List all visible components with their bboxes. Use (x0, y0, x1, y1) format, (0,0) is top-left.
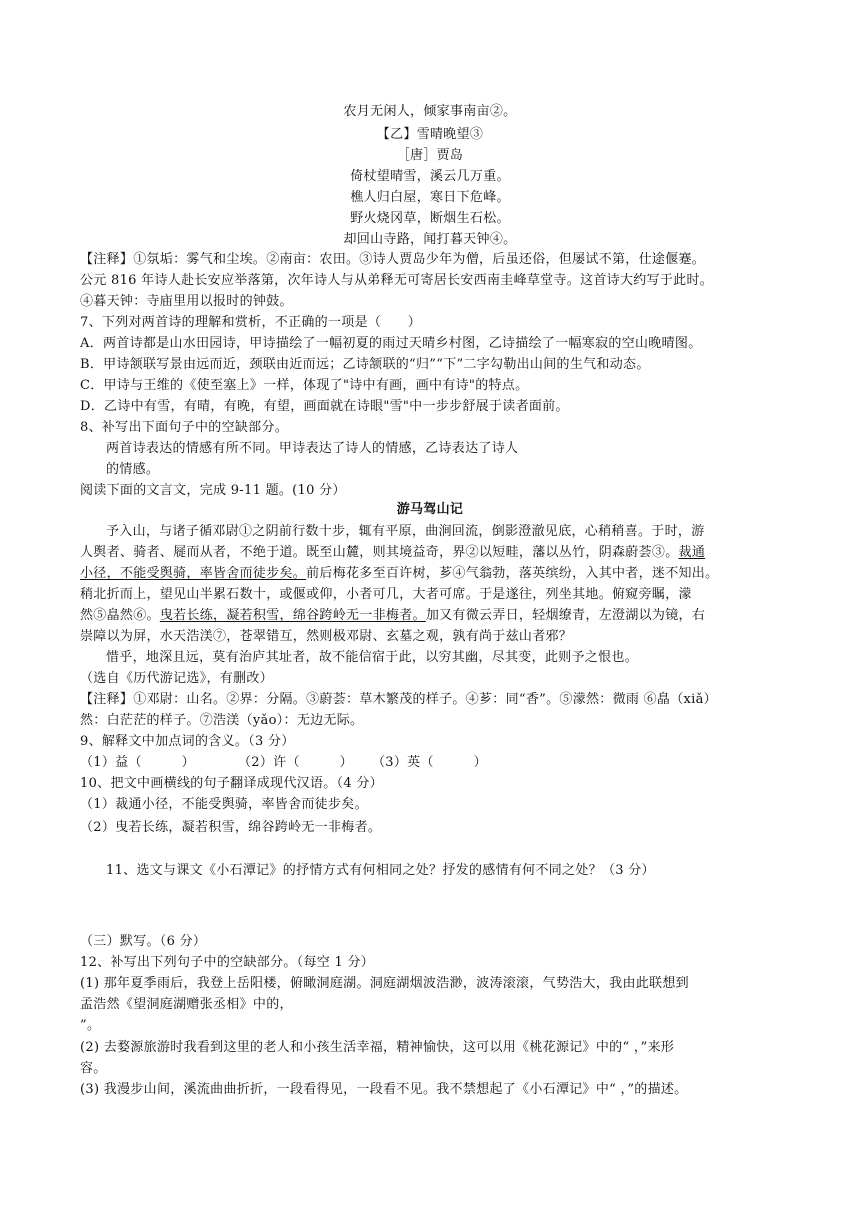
q12-item-1-cont: 孟浩然《望洞庭湖赠张丞相》中的， (80, 997, 293, 1012)
passage-intro: 阅读下面的文言文，完成 9-11 题。(10 分） (80, 483, 346, 498)
q12-stem: 12、补写出下列句子中的空缺部分。（每空 1 分） (80, 955, 375, 970)
poem-notes-line: 公元 816 年诗人赴长安应举落第，次年诗人与从弟释无可寄居长安西南圭峰草堂寺。这首诗大约写于此时。 (80, 273, 714, 288)
q11-stem: 11、选文与课文《小石潭记》的抒情方式有何相同之处？抒发的感情有何不同之处？（3 分） (106, 863, 655, 878)
q10-sentence-1: （1）裁通小径，不能受舆骑，率皆舍而徒步矣。 (80, 797, 368, 812)
q12-item-2: (2) 去婺源旅游时我看到这里的老人和小孩生活幸福，精神愉快，这可以用《桃花源记》中的“ ，”来形 (80, 1040, 675, 1055)
passage-source: （选自《历代游记选》，有删改） (80, 671, 274, 686)
passage-notes-line: 【注释】①邓尉：山名。②界：分隔。③蔚荟：草木繁茂的样子。④芗：同“香”。⑤濛然：微雨 ⑥皛（xiǎ） (80, 692, 717, 707)
q12-item-2-cont: 容。 (80, 1061, 107, 1076)
passage-text: 人舆者、骑者、屣而从者，不绝于道。既至山麓，则其境益奇，界②以短畦，藩以丛竹，阴森蔚荟③。 (80, 545, 679, 560)
poem-b-line: 却回山寺路，闻打暮天钟④。 (343, 232, 517, 247)
q7-option-a: A．两首诗都是山水田园诗，甲诗描绘了一幅初夏的雨过天晴乡村图，乙诗描绘了一幅寒寂的空山晚晴图。 (80, 336, 702, 351)
q7-option-d: D．乙诗中有雪，有晴，有晚，有望，画面就在诗眼"雪"中一步步舒展于读者面前。 (80, 399, 569, 414)
q7-option-c: C．甲诗与王维的《使至塞上》一样，体现了"诗中有画，画中有诗"的特点。 (80, 378, 529, 393)
section-3-heading: （三）默写。（6 分） (80, 934, 207, 949)
poem-b-line: 野火烧冈草，断烟生石松。 (350, 211, 510, 226)
passage-line (80, 542, 705, 563)
q9-item-3: （3）英（ ） (372, 755, 487, 770)
q7-option-b: B．甲诗颔联写景由远而近，颈联由近而远；乙诗颔联的“归”“下”二字勾勒出山间的生气和动态。 (80, 357, 650, 372)
passage-text: 前后梅花多至百许树，芗④气翁勃，落英缤纷，入其中者，迷不知出。 (306, 566, 719, 581)
q8-line: 的情感。 (106, 462, 160, 477)
passage-line (80, 605, 705, 626)
q7-stem: 7、下列对两首诗的理解和赏析，不正确的一项是（ ） (80, 315, 422, 330)
passage-line (80, 563, 718, 584)
q12-item-1-cont: ”。 (80, 1018, 101, 1033)
q12-item-3: (3) 我漫步山间，溪流曲曲折折，一段看得见，一段看不见。我不禁想起了《小石潭记》中“ ，”的描述。 (80, 1082, 688, 1097)
poem-b-line: 樵人归白屋，寒日下危峰。 (350, 190, 510, 205)
underlined-sentence-1-cont: 小径，不能受舆骑，率皆舍而徒步矣。 (80, 566, 307, 581)
poem-b-title: 【乙】雪晴晚望③ (376, 127, 484, 142)
poem-b-author: ［唐］贾岛 (396, 148, 464, 163)
q9-item-1: （1）益（ ） (80, 755, 195, 770)
q10-sentence-2: （2）曳若长练，凝若积雪，绵谷跨岭无一非梅者。 (80, 820, 382, 835)
q8-line: 两首诗表达的情感有所不同。甲诗表达了诗人的情感，乙诗表达了诗人 (106, 441, 519, 456)
passage-text: 加又有微云弄日，轻烟缭青，左澄湖以为镜，右 (425, 608, 706, 623)
passage-notes-line: 然：白茫茫的样子。⑦浩渼（yǎo）：无边无际。 (80, 713, 364, 728)
poem-a-last-line: 农月无闲人，倾家事南亩②。 (343, 104, 517, 119)
passage-title: 游马驾山记 (396, 502, 464, 517)
passage-line: 予入山，与诸子循邓尉①之阴前行数十步，辄有平原，曲涧回流，倒影澄澈见底，心稍稍喜。于时，游 (106, 524, 705, 539)
underlined-sentence-1: 裁通 (678, 545, 706, 560)
poem-notes-line: ④暮天钟：寺庙里用以报时的钟鼓。 (80, 294, 293, 309)
q10-stem: 10、把文中画横线的句子翻译成现代汉语。（4 分） (80, 776, 383, 791)
poem-notes-line: 【注释】①氛垢：雾气和尘埃。②南亩：农田。③诗人贾岛少年为僧，后虽还俗，但屡试不第，仕途偃蹇。 (80, 252, 706, 267)
passage-text: 然⑤皛然⑥。 (80, 608, 160, 623)
poem-b-line: 倚杖望晴雪，溪云几万重。 (350, 169, 510, 184)
q9-stem: 9、解释文中加点词的含义。（3 分） (80, 734, 295, 749)
q12-item-1: (1) 那年夏季雨后，我登上岳阳楼，俯瞰洞庭湖。洞庭湖烟波浩渺，波涛滚滚，气势浩大，我由此联想到 (80, 976, 689, 991)
underlined-sentence-2: 曳若长练，凝若积雪，绵谷跨岭无一非梅者。 (159, 608, 426, 623)
passage-line: 稍北折而上，望见山半累石数十，或偃或仰，小者可几，大者可席。于是遂往，列坐其地。俯窥旁瞩，濛 (80, 587, 692, 602)
q9-item-2: （2）许（ ） (238, 755, 353, 770)
q8-stem: 8、补写出下面句子中的空缺部分。 (80, 420, 289, 435)
passage-line: 惜乎，地深且远，莫有治庐其址者，故不能信宿于此，以穷其幽，尽其变，此则予之恨也。 (106, 650, 639, 665)
passage-line: 崇障以为屏，水天浩渼⑦，苍翠错互，然则极邓尉、玄墓之观，孰有尚于兹山者邪？ (80, 629, 573, 644)
